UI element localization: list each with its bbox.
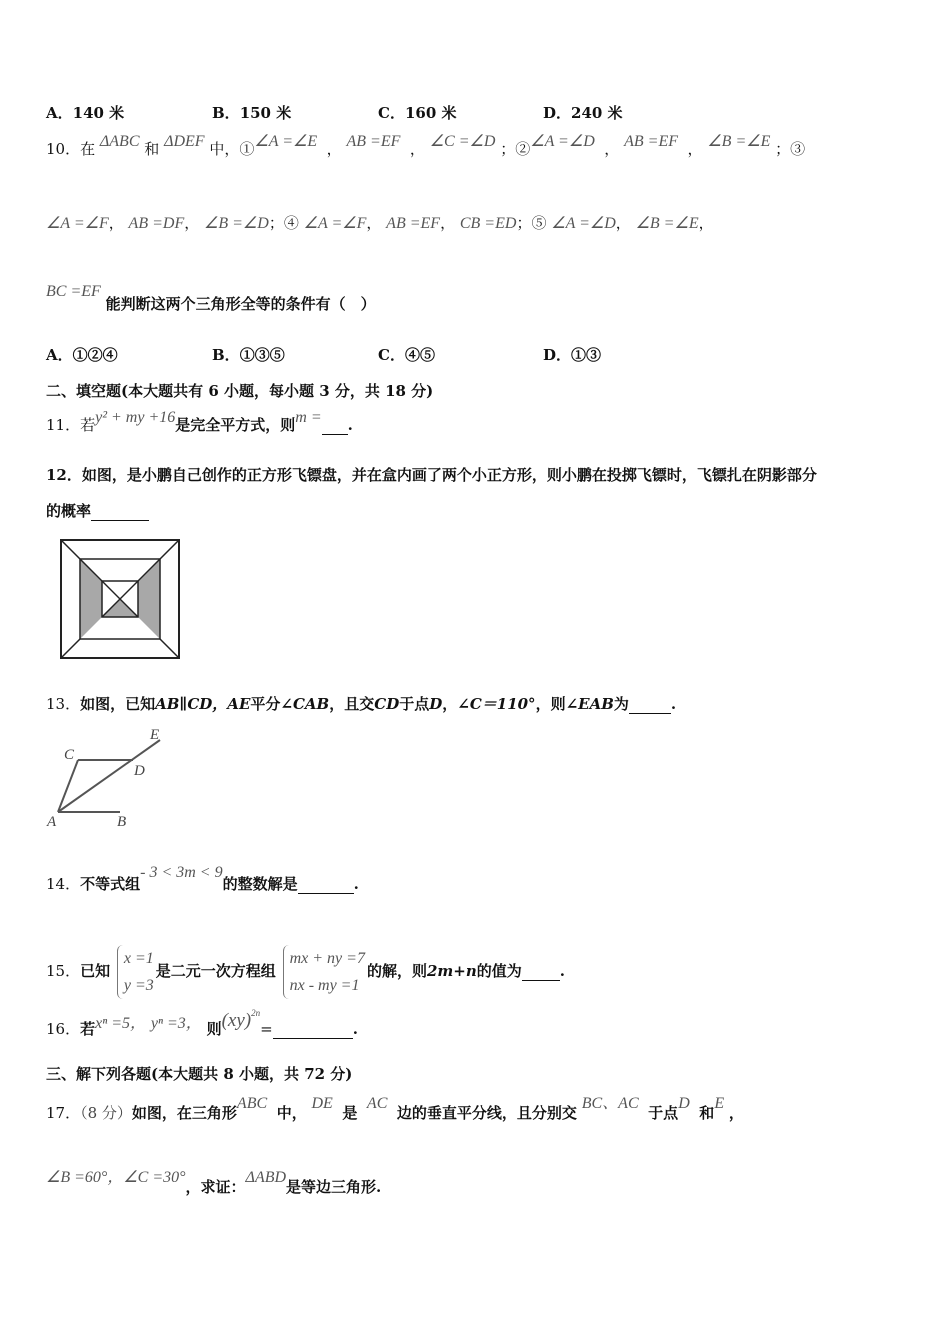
point-label-b: B bbox=[117, 814, 127, 830]
q12-line-1: 12．如图，是小鹏自己创作的正方形飞镖盘，并在盒内画了两个小正方形，则小鹏在投掷飞镖时，飞镖扎在阴影部分 bbox=[46, 466, 817, 484]
q9-option-c: C．160 米 bbox=[378, 104, 457, 122]
q10-option-d: D．①③ bbox=[543, 346, 602, 364]
q9-option-b: B．150 米 bbox=[212, 104, 292, 122]
q9-option-d: D．240 米 bbox=[543, 104, 623, 122]
point-label-a: A bbox=[47, 814, 57, 830]
q10-option-b: B．①③⑤ bbox=[212, 346, 285, 364]
q14: 14．不等式组- 3 < 3m < 9的整数解是 . bbox=[46, 864, 359, 893]
parallel-lines-figure bbox=[44, 722, 174, 830]
q10-line-2: ∠A =∠F， AB =DF， ∠B =∠D；④ ∠A =∠F， AB =EF， CB =ED；⑤ ∠A =∠D， ∠B =∠E， bbox=[46, 214, 714, 232]
system-solution: x =1 y =3 bbox=[117, 945, 154, 999]
q16: 16．若xⁿ =5， yⁿ =3， 则(xy)$^{2n}$= . bbox=[46, 1008, 358, 1038]
dartboard-figure bbox=[58, 537, 184, 663]
section-3-heading: 三、解下列各题(本大题共 8 小题，共 72 分) bbox=[46, 1065, 353, 1083]
q13: 13．如图，已知AB∥CD，AE平分∠CAB，且交CD于点D，∠C＝110°，则∠EAB为 . bbox=[46, 695, 677, 713]
point-label-d: D bbox=[134, 763, 145, 779]
q9-option-a: A．140 米 bbox=[46, 104, 125, 122]
q10-option-a: A．①②④ bbox=[46, 346, 118, 364]
q17-line-1: 17．（8 分）如图，在三角形ABC 中， DE 是 AC 边的垂直平分线，且分别交 BC、AC 于点D 和E ， bbox=[46, 1095, 744, 1122]
point-label-e: E bbox=[150, 727, 160, 743]
section-2-heading: 二、填空题(本大题共有 6 小题，每小题 3 分，共 18 分) bbox=[46, 382, 434, 400]
q12-line-2: 的概率 bbox=[46, 500, 149, 521]
q15: 15．已知 x =1 y =3 是二元一次方程组 mx + ny =7 nx - my =1 的解，则2m+n的值为 . bbox=[46, 945, 565, 999]
shaded-inner-triangle bbox=[102, 599, 138, 617]
q17-line-2: ∠B =60°，∠C =30°，求证：ΔABD是等边三角形. bbox=[46, 1169, 382, 1196]
q10-line-1: 10．在 ΔABC 和 ΔDEF 中，①∠A =∠E ， AB =EF ， ∠C =∠D ；②∠A =∠D ， AB =EF ， ∠B =∠E ；③ bbox=[46, 133, 806, 158]
system-equations: mx + ny =7 nx - my =1 bbox=[283, 945, 365, 999]
q11: 11．若y² + my +16是完全平方式，则m = . bbox=[46, 409, 353, 434]
q10-line-3: BC =EF 能判断这两个三角形全等的条件有（ ） bbox=[46, 283, 376, 313]
point-label-c: C bbox=[64, 747, 75, 763]
q10-option-c: C．④⑤ bbox=[378, 346, 435, 364]
